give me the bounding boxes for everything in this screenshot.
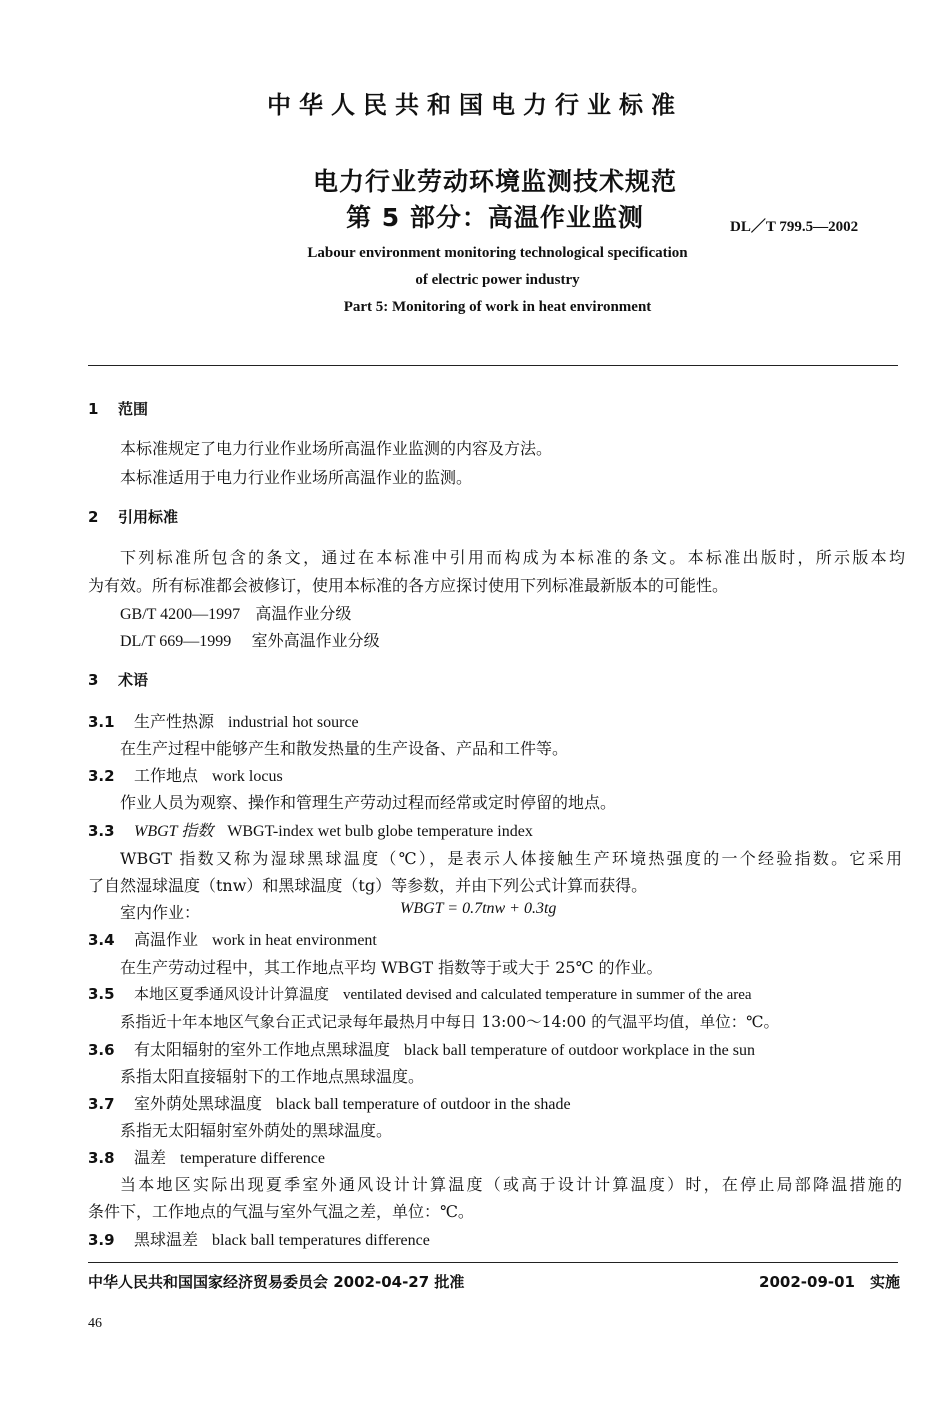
term-3-2 bbox=[88, 763, 283, 786]
term-number: 3.6 bbox=[88, 1041, 115, 1059]
term-en: work in heat environment bbox=[212, 932, 377, 949]
term-number: 3.7 bbox=[88, 1095, 115, 1113]
english-title-line2: of electric power industry bbox=[415, 272, 580, 288]
effective-date: 2002-09-01 实施 bbox=[759, 1273, 900, 1291]
term-3-3 bbox=[88, 818, 533, 841]
term-definition: 系指无太阳辐射室外荫处的黑球温度。 bbox=[120, 1121, 393, 1140]
term-zh: 温差 bbox=[134, 1148, 167, 1167]
term-definition: 了自然湿球温度（tnw）和黑球温度（tg）等参数，并由下列公式计算而获得。 bbox=[88, 876, 648, 895]
formula-label: 室内作业： bbox=[120, 903, 201, 922]
section-2-heading bbox=[88, 506, 178, 527]
footer-divider bbox=[88, 1262, 898, 1263]
term-en: ventilated devised and calculated temperature in summer of the area bbox=[343, 987, 752, 1003]
reference-name: 高温作业分级 bbox=[255, 604, 352, 623]
term-number: 3.1 bbox=[88, 713, 115, 731]
term-3-5 bbox=[88, 983, 752, 1004]
term-en: black ball temperature of outdoor workplace in the sun bbox=[404, 1042, 756, 1059]
term-zh: 黑球温差 bbox=[134, 1230, 199, 1249]
term-definition: 系指近十年本地区气象台正式记录每年最热月中每日 13:00～14:00 的气温平均值，单位：℃。 bbox=[120, 1013, 780, 1031]
term-3-8 bbox=[88, 1145, 325, 1168]
standard-type-heading: 中华人民共和国电力行业标准 bbox=[267, 91, 683, 119]
section-title: 术语 bbox=[118, 671, 149, 689]
term-number: 3.2 bbox=[88, 767, 115, 785]
term-number: 3.3 bbox=[88, 822, 115, 840]
term-definition: 系指太阳直接辐射下的工作地点黑球温度。 bbox=[120, 1067, 425, 1086]
wbgt-formula: WBGT = 0.7tnw + 0.3tg bbox=[400, 900, 557, 917]
section-title: 范围 bbox=[118, 400, 149, 418]
term-3-7 bbox=[88, 1091, 571, 1114]
paragraph: 为有效。所有标准都会被修订，使用本标准的各方应探讨使用下列标准最新版本的可能性。 bbox=[88, 576, 729, 595]
reference-item bbox=[120, 628, 380, 651]
term-zh: 室外荫处黑球温度 bbox=[134, 1094, 263, 1113]
section-number: 1 bbox=[88, 400, 99, 418]
term-number: 3.9 bbox=[88, 1231, 115, 1249]
term-definition: 当本地区实际出现夏季室外通风设计计算温度（或高于设计计算温度）时，在停止局部降温措施的 bbox=[120, 1175, 902, 1194]
term-zh: 工作地点 bbox=[134, 766, 199, 785]
term-en: industrial hot source bbox=[228, 714, 359, 731]
term-definition: 作业人员为观察、操作和管理生产劳动过程而经常或定时停留的地点。 bbox=[120, 793, 617, 812]
term-en: WBGT-index wet bulb globe temperature index bbox=[227, 823, 533, 840]
reference-name: 室外高温作业分级 bbox=[251, 631, 380, 650]
section-3-heading bbox=[88, 669, 148, 690]
paragraph: 下列标准所包含的条文，通过在本标准中引用而构成为本标准的条文。本标准出版时，所示版本均 bbox=[120, 548, 905, 567]
term-zh: 有太阳辐射的室外工作地点黑球温度 bbox=[134, 1040, 391, 1059]
term-number: 3.4 bbox=[88, 931, 115, 949]
term-definition: 在生产劳动过程中，其工作地点平均 WBGT 指数等于或大于 25℃ 的作业。 bbox=[120, 958, 663, 977]
term-en: black ball temperature of outdoor in the shade bbox=[276, 1096, 571, 1113]
term-zh: WBGT 指数 bbox=[134, 823, 214, 840]
english-title-line3: Part 5: Monitoring of work in heat environment bbox=[343, 299, 652, 315]
section-number: 3 bbox=[88, 671, 99, 689]
paragraph: 本标准规定了电力行业作业场所高温作业监测的内容及方法。 bbox=[120, 439, 553, 458]
term-en: black ball temperatures difference bbox=[212, 1232, 430, 1249]
term-definition: 条件下，工作地点的气温与室外气温之差，单位：℃。 bbox=[88, 1202, 474, 1221]
paragraph: 本标准适用于电力行业作业场所高温作业的监测。 bbox=[120, 468, 473, 487]
english-title-line1: Labour environment monitoring technological specification bbox=[307, 245, 688, 261]
document-title-line2: 第 5 部分：高温作业监测 bbox=[346, 203, 644, 232]
standard-code: DL／T 799.5—2002 bbox=[730, 219, 859, 235]
term-number: 3.5 bbox=[88, 985, 115, 1003]
term-en: work locus bbox=[212, 768, 283, 785]
document-title-line1: 电力行业劳动环境监测技术规范 bbox=[312, 167, 677, 196]
term-3-6 bbox=[88, 1037, 755, 1060]
term-definition: WBGT 指数又称为湿球黑球温度（℃），是表示人体接触生产环境热强度的一个经验指数。它采用 bbox=[120, 849, 902, 868]
term-en: temperature difference bbox=[180, 1150, 325, 1167]
term-definition: 在生产过程中能够产生和散发热量的生产设备、产品和工件等。 bbox=[120, 739, 569, 758]
term-number: 3.8 bbox=[88, 1149, 115, 1167]
header-divider bbox=[88, 365, 898, 366]
term-zh: 高温作业 bbox=[134, 930, 199, 949]
approval-info: 中华人民共和国国家经济贸易委员会 2002-04-27 批准 bbox=[88, 1273, 465, 1291]
term-3-9 bbox=[88, 1227, 430, 1250]
term-3-4 bbox=[88, 927, 377, 950]
section-number: 2 bbox=[88, 508, 99, 526]
term-zh: 本地区夏季通风设计计算温度 bbox=[134, 985, 330, 1003]
reference-code: GB/T 4200—1997 bbox=[120, 606, 241, 623]
term-zh: 生产性热源 bbox=[134, 712, 215, 731]
term-3-1 bbox=[88, 709, 359, 732]
section-title: 引用标准 bbox=[118, 508, 179, 526]
reference-code: DL/T 669—1999 bbox=[120, 633, 232, 650]
reference-item bbox=[120, 601, 351, 624]
page-number: 46 bbox=[88, 1316, 102, 1331]
section-1-heading bbox=[88, 398, 148, 419]
